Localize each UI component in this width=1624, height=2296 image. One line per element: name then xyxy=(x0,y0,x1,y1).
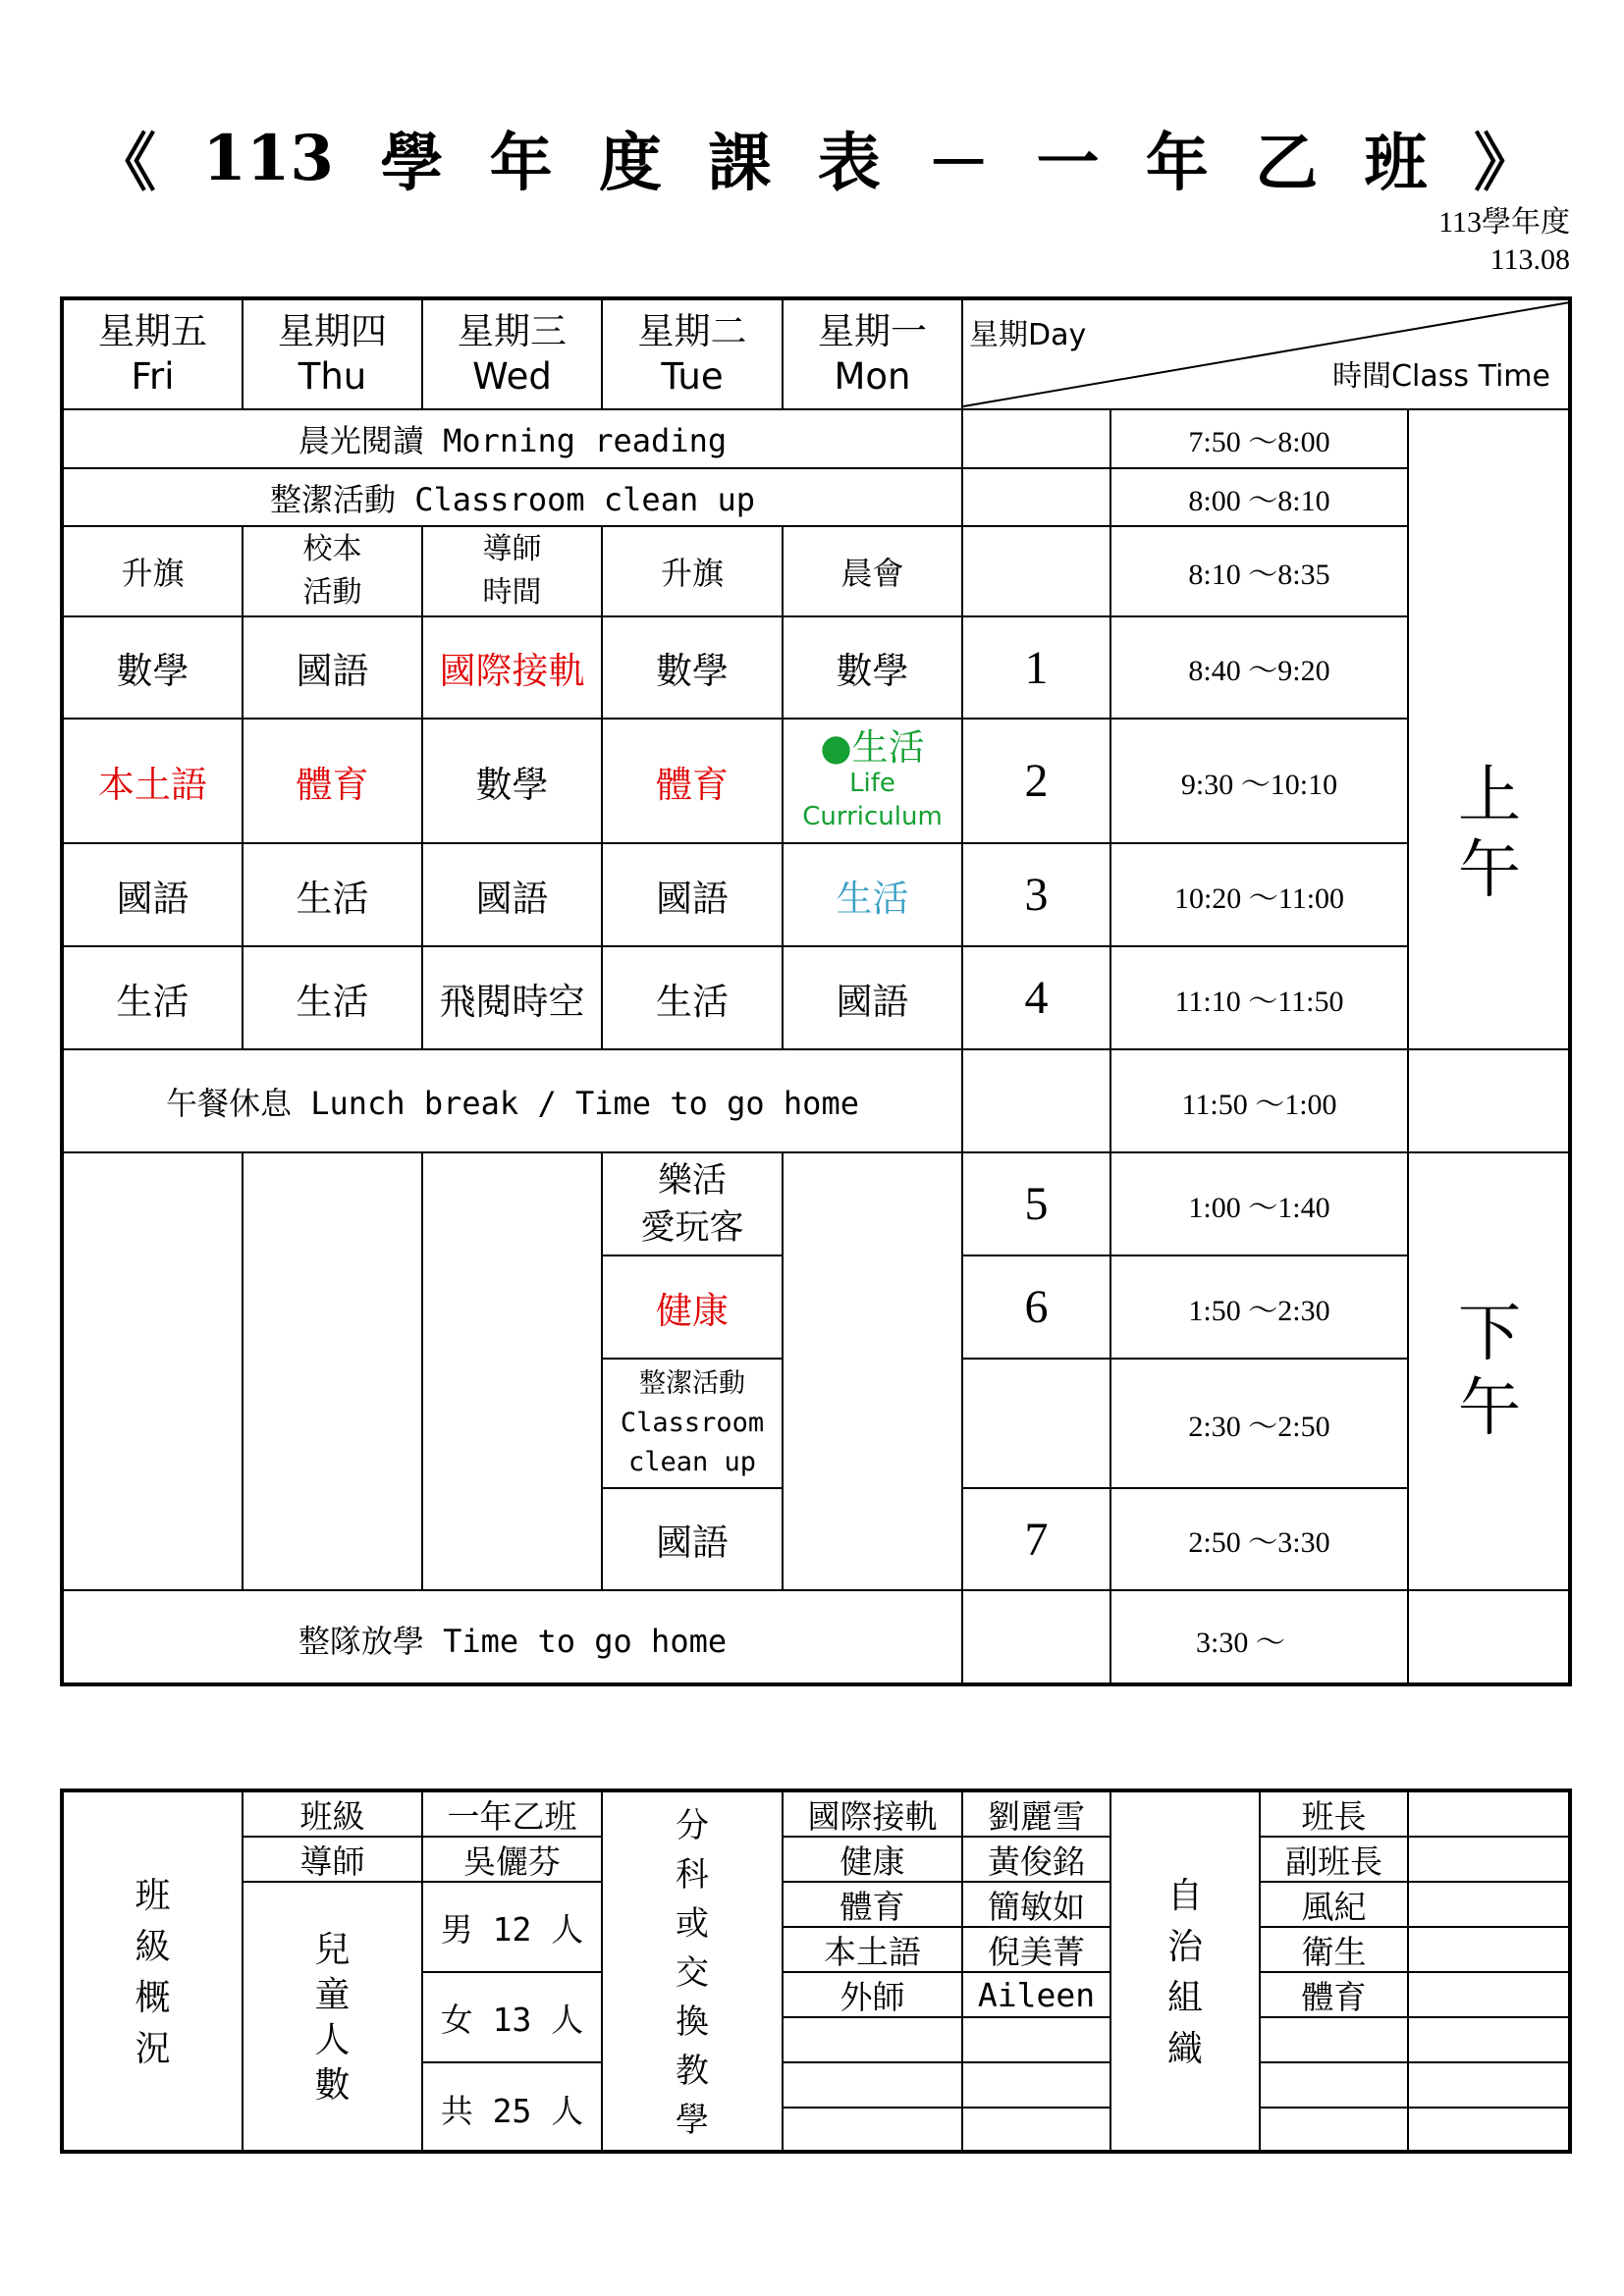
teacher-label: 導師 xyxy=(244,1838,423,1883)
cell-p4-mon: 國語 xyxy=(784,947,963,1050)
cell-p4-wed: 飛閱時空 xyxy=(423,947,603,1050)
empty-cell xyxy=(1261,2063,1409,2109)
header-mon xyxy=(784,300,963,410)
cell-p3-wed: 國語 xyxy=(423,844,603,947)
cell-p2-mon xyxy=(784,720,963,844)
label-char: 數 xyxy=(314,2065,351,2106)
cell-p4-thu: 生活 xyxy=(244,947,423,1050)
title-char: 《 xyxy=(93,127,156,200)
class-label: 班級 xyxy=(244,1792,423,1838)
empty-cell xyxy=(784,2018,963,2063)
cell-line: 時間 xyxy=(482,575,542,610)
day-zh: 星期二 xyxy=(637,310,747,352)
cell-line: clean up xyxy=(627,1447,757,1477)
time-slot: 2:50 ～3:30 xyxy=(1111,1489,1409,1591)
period-number-empty xyxy=(963,1591,1111,1686)
header-corner xyxy=(963,300,1570,410)
cell-line: ●生活 xyxy=(820,725,925,769)
role-name: 衛生 xyxy=(1261,1928,1409,1973)
period-number: 4 xyxy=(963,947,1111,1050)
morning-label xyxy=(1409,617,1570,1050)
header-wed xyxy=(423,300,603,410)
role-holder xyxy=(1409,1883,1572,1928)
role-holder xyxy=(1409,1973,1572,2018)
role-name: 體育 xyxy=(1261,1973,1409,2018)
children-count-label xyxy=(244,1883,423,2154)
title-char: 班 xyxy=(1364,127,1428,200)
cell-line: 整潔活動 xyxy=(639,1368,745,1399)
empty-cell xyxy=(1261,2018,1409,2063)
school-year-label: 113學年度 xyxy=(1438,206,1570,239)
girls-count: 女 13 人 xyxy=(423,1973,603,2063)
corner-time-label: 時間Class Time xyxy=(1332,359,1550,394)
time-slot: 7:50 ～8:00 xyxy=(1111,410,1409,469)
day-en: Thu xyxy=(298,355,367,398)
title-char: 113 xyxy=(202,121,334,195)
title-char: 度 xyxy=(599,127,663,200)
header-fri xyxy=(64,300,244,410)
subject-name: 體育 xyxy=(784,1883,963,1928)
cell-line: 活動 xyxy=(302,575,362,610)
self-government-label xyxy=(1111,1792,1261,2154)
role-name: 風紀 xyxy=(1261,1883,1409,1928)
role-holder xyxy=(1409,1928,1572,1973)
cell-line: Life xyxy=(849,768,895,798)
teacher-value: 吳儷芬 xyxy=(423,1838,603,1883)
period-number: 1 xyxy=(963,617,1111,720)
time-slot: 9:30 ～10:10 xyxy=(1111,720,1409,844)
cell-line: 導師 xyxy=(482,532,542,566)
class-info-table xyxy=(60,1789,1572,2154)
cell-line: 愛玩客 xyxy=(640,1207,744,1248)
total-count: 共 25 人 xyxy=(423,2063,603,2154)
label-char: 交 xyxy=(676,1953,709,1993)
period-number-empty xyxy=(963,1360,1111,1489)
label-char: 治 xyxy=(1166,1927,1203,1967)
cell-pm-thu xyxy=(244,1153,423,1591)
role-holder xyxy=(1409,1838,1572,1883)
cell-line: Classroom xyxy=(620,1408,765,1438)
subject-teacher: 簡敏如 xyxy=(963,1883,1111,1928)
cell-pm-fri xyxy=(64,1153,244,1591)
cell-assembly-fri: 升旗 xyxy=(64,527,244,617)
label-char: 班 xyxy=(135,1876,171,1916)
morning-reading: 晨光閱讀 Morning reading xyxy=(64,410,963,469)
empty-cell xyxy=(784,2063,963,2109)
cell-assembly-tue: 升旗 xyxy=(603,527,784,617)
header-tue xyxy=(603,300,784,410)
title-char: 》 xyxy=(1473,127,1537,200)
label-char: 人 xyxy=(314,2020,351,2060)
empty-cell xyxy=(1261,2109,1409,2154)
class-overview-label xyxy=(64,1792,244,2154)
day-en: Tue xyxy=(661,355,724,398)
cell-p2-wed: 數學 xyxy=(423,720,603,844)
label-char: 組 xyxy=(1166,1978,1203,2018)
lunch-break: 午餐休息 Lunch break / Time to go home xyxy=(64,1050,963,1153)
corner-day-label: 星期Day xyxy=(969,318,1087,352)
title-char: － xyxy=(927,127,991,200)
half-char: 午 xyxy=(1458,1372,1521,1445)
half-char: 下 xyxy=(1458,1298,1521,1370)
half-spacer xyxy=(1409,410,1570,617)
label-char: 級 xyxy=(135,1927,171,1967)
cell-p2-fri: 本土語 xyxy=(64,720,244,844)
cell-p1-mon: 數學 xyxy=(784,617,963,720)
empty-cell xyxy=(784,2109,963,2154)
boys-count: 男 12 人 xyxy=(423,1883,603,1973)
cell-p1-tue: 數學 xyxy=(603,617,784,720)
empty-cell xyxy=(1409,2109,1572,2154)
subject-teacher: 倪美菁 xyxy=(963,1928,1111,1973)
cell-p3-mon: 生活 xyxy=(784,844,963,947)
label-char: 教 xyxy=(676,2052,709,2091)
title-char: 一 xyxy=(1036,127,1100,200)
empty-cell xyxy=(963,2063,1111,2109)
label-char: 分 xyxy=(676,1806,709,1845)
cell-p5-tue xyxy=(603,1153,784,1256)
cell-p1-fri: 數學 xyxy=(64,617,244,720)
cell-p4-fri: 生活 xyxy=(64,947,244,1050)
subject-name: 健康 xyxy=(784,1838,963,1883)
period-number-empty xyxy=(963,527,1111,617)
time-slot: 8:40 ～9:20 xyxy=(1111,617,1409,720)
role-holder xyxy=(1409,1792,1572,1838)
period-number: 6 xyxy=(963,1256,1111,1360)
cell-assembly-wed xyxy=(423,527,603,617)
empty-cell xyxy=(1409,2018,1572,2063)
day-zh: 星期五 xyxy=(98,310,207,352)
period-number: 7 xyxy=(963,1489,1111,1591)
cell-p4-tue: 生活 xyxy=(603,947,784,1050)
header-thu xyxy=(244,300,423,410)
subject-name: 外師 xyxy=(784,1973,963,2018)
label-char: 科 xyxy=(676,1855,709,1895)
time-slot: 8:00 ～8:10 xyxy=(1111,469,1409,527)
timetable xyxy=(60,296,1572,1686)
cell-assembly-thu xyxy=(244,527,423,617)
day-en: Wed xyxy=(472,355,552,398)
time-slot: 10:20 ～11:00 xyxy=(1111,844,1409,947)
time-slot: 1:00 ～1:40 xyxy=(1111,1153,1409,1256)
label-char: 概 xyxy=(135,1978,171,2018)
title-char: 表 xyxy=(817,127,881,200)
period-number-empty xyxy=(963,1050,1111,1153)
empty-cell xyxy=(1409,2063,1572,2109)
cell-p3-thu: 生活 xyxy=(244,844,423,947)
role-name: 副班長 xyxy=(1261,1838,1409,1883)
cell-p3-tue: 國語 xyxy=(603,844,784,947)
label-char: 兒 xyxy=(314,1930,351,1970)
empty-cell xyxy=(963,2018,1111,2063)
cell-p2-tue: 體育 xyxy=(603,720,784,844)
title-char: 學 xyxy=(380,127,444,200)
period-number: 2 xyxy=(963,720,1111,844)
day-en: Mon xyxy=(834,355,911,398)
cell-p6-tue: 健康 xyxy=(603,1256,784,1360)
clean-up: 整潔活動 Classroom clean up xyxy=(64,469,963,527)
subject-teacher: 劉麗雪 xyxy=(963,1792,1111,1838)
time-slot: 3:30 ～ xyxy=(1111,1591,1409,1686)
subject-teacher: Aileen xyxy=(963,1973,1111,2018)
day-zh: 星期四 xyxy=(278,310,387,352)
time-slot: 1:50 ～2:30 xyxy=(1111,1256,1409,1360)
cell-assembly-mon: 晨會 xyxy=(784,527,963,617)
document-meta xyxy=(1438,204,1570,279)
subject-name: 國際接軌 xyxy=(784,1792,963,1838)
subject-teacher: 黃俊銘 xyxy=(963,1838,1111,1883)
page-title xyxy=(93,120,1537,200)
cell-p2-thu: 體育 xyxy=(244,720,423,844)
time-slot: 11:50 ～1:00 xyxy=(1111,1050,1409,1153)
period-number-empty xyxy=(963,410,1111,469)
period-number: 5 xyxy=(963,1153,1111,1256)
half-char: 午 xyxy=(1458,833,1521,907)
label-char: 況 xyxy=(135,2029,171,2069)
half-spacer xyxy=(1409,1591,1570,1686)
subject-name: 本土語 xyxy=(784,1928,963,1973)
cell-pm-wed xyxy=(423,1153,603,1591)
document-date: 113.08 xyxy=(1489,243,1570,276)
title-char: 課 xyxy=(708,127,772,200)
cell-pm-mon xyxy=(784,1153,963,1591)
label-char: 織 xyxy=(1166,2029,1203,2069)
label-char: 童 xyxy=(314,1975,351,2015)
cell-p3-fri: 國語 xyxy=(64,844,244,947)
time-slot: 2:30 ～2:50 xyxy=(1111,1360,1409,1489)
cell-p1-wed: 國際接軌 xyxy=(423,617,603,720)
half-char: 上 xyxy=(1458,759,1521,832)
day-zh: 星期三 xyxy=(458,310,567,352)
title-char: 乙 xyxy=(1255,127,1319,200)
label-char: 自 xyxy=(1166,1876,1203,1916)
cell-p7-tue: 國語 xyxy=(603,1489,784,1591)
cell-line: Curriculum xyxy=(802,801,943,831)
cell-p1-thu: 國語 xyxy=(244,617,423,720)
title-char: 年 xyxy=(489,127,553,200)
afternoon-label xyxy=(1409,1153,1570,1591)
label-char: 或 xyxy=(676,1904,709,1944)
label-char: 學 xyxy=(676,2101,709,2140)
subject-teaching-label xyxy=(603,1792,784,2154)
label-char: 換 xyxy=(676,2002,709,2042)
half-spacer xyxy=(1409,1050,1570,1153)
cell-line: 校本 xyxy=(302,532,362,566)
title-char: 年 xyxy=(1145,127,1209,200)
role-name: 班長 xyxy=(1261,1792,1409,1838)
period-number-empty xyxy=(963,469,1111,527)
dismissal: 整隊放學 Time to go home xyxy=(64,1591,963,1686)
time-slot: 11:10 ～11:50 xyxy=(1111,947,1409,1050)
day-zh: 星期一 xyxy=(818,310,927,352)
period-number: 3 xyxy=(963,844,1111,947)
time-slot: 8:10 ～8:35 xyxy=(1111,527,1409,617)
cell-pm-clean-tue xyxy=(603,1360,784,1489)
day-en: Fri xyxy=(131,355,175,398)
cell-line: 樂活 xyxy=(657,1160,727,1201)
class-value: 一年乙班 xyxy=(423,1792,603,1838)
empty-cell xyxy=(963,2109,1111,2154)
